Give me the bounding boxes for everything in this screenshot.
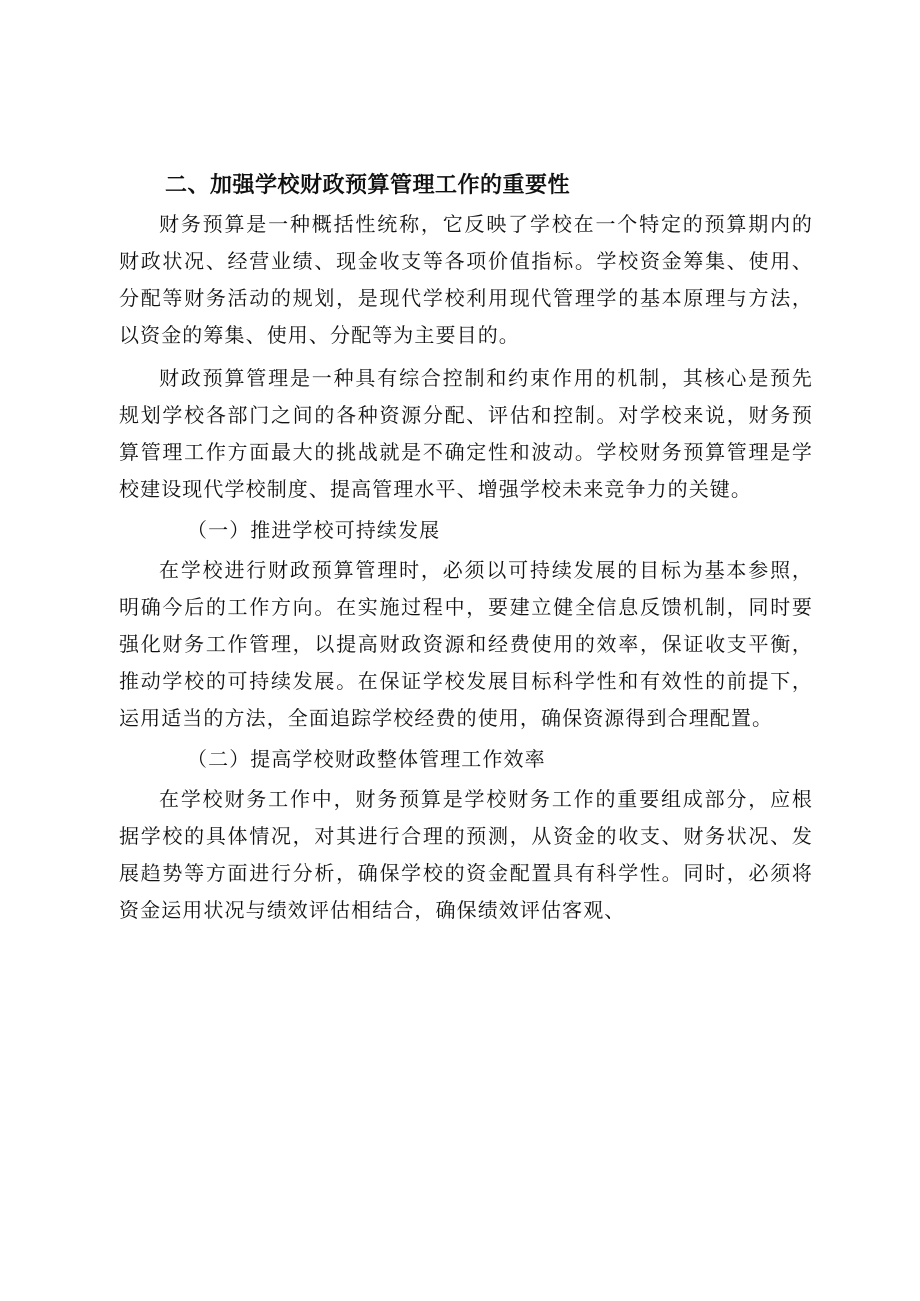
paragraph-budget-definition: 财务预算是一种概括性统称，它反映了学校在一个特定的预算期内的财政状况、经营业绩、现金收支等各项价值指标。学校资金筹集、使用、分配等财务活动的规划，是现代学校利用现代管理学的基本原理与方法，以资金的筹集、使用、分配等为主要目的。 xyxy=(119,212,813,347)
paragraph-management-efficiency: 在学校财务工作中，财务预算是学校财务工作的重要组成部分，应根据学校的具体情况，对其进行合理的预测，从资金的收支、财务状况、发展趋势等方面进行分析，确保学校的资金配置具有科学性。同时，必须将资金运用状况与绩效评估相结合，确保绩效评估客观、 xyxy=(119,787,813,922)
paragraph-budget-management: 财政预算管理是一种具有综合控制和约束作用的机制，其核心是预先规划学校各部门之间的各种资源分配、评估和控制。对学校来说，财务预算管理工作方面最大的挑战就是不确定性和波动。学校财务预算管理是学校建设现代学校制度、提高管理水平、增强学校未来竞争力的关键。 xyxy=(119,366,813,501)
subheading-management-efficiency: （二）提高学校财政整体管理工作效率 xyxy=(187,747,546,771)
document-body xyxy=(119,166,813,929)
paragraph-sustainable-development: 在学校进行财政预算管理时，必须以可持续发展的目标为基本参照，明确今后的工作方向。在实施过程中，要建立健全信息反馈机制，同时要强化财务工作管理，以提高财政资源和经费使用的效率，保证收支平衡，推动学校的可持续发展。在保证学校发展目标科学性和有效性的前提下，运用适当的方法，全面追踪学校经费的使用，确保资源得到合理配置。 xyxy=(119,558,813,730)
subheading-sustainable-development: （一）推进学校可持续发展 xyxy=(187,518,441,542)
section-heading: 二、加强学校财政预算管理工作的重要性 xyxy=(165,173,571,198)
